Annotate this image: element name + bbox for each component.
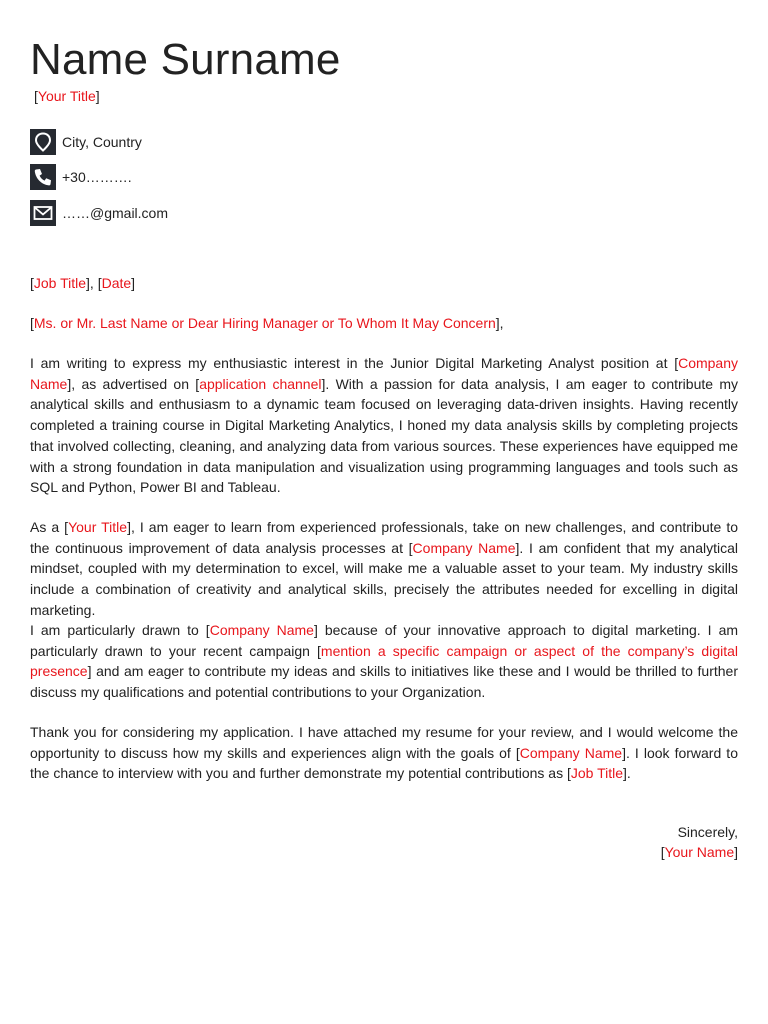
campaign-placeholder: mention a specific campaign or aspect of the company’s digital presence xyxy=(30,642,739,680)
closing-sincerely: Sincerely, xyxy=(677,824,738,840)
paragraph-2: As a [Your Title], I am eager to learn from experienced professionals, take on new challenges, and contribute to the continuous improvement of data analysis processes at [Company Name]. I am confident that my analytical mindset, coupled with my determination to excel, will make me a valuable asset to your team. My industry skills include a combination of creativity and analytical skills, precisely the attributes needed for excelling in digital marketing. xyxy=(30,519,739,618)
closing-signature: [Your Name] xyxy=(660,844,738,860)
salutation: [Ms. or Mr. Last Name or Dear Hiring Manager or To Whom It May Concern], xyxy=(30,315,504,331)
job-title-date-line: [Job Title], [Date] xyxy=(30,275,136,291)
contact-location xyxy=(30,129,142,155)
paragraph-4: Thank you for considering my application. I have attached my resume for your review, and I would welcome the opportunity to discuss how my skills and experiences align with the goals of [Company Name]. I look forward to the chance to interview with you and further demonstrate my potential contributions as [Job Title]. xyxy=(30,724,738,782)
contact-email xyxy=(30,200,168,226)
date-placeholder: Date xyxy=(101,275,132,291)
paragraph-1: I am writing to express my enthusiastic interest in the Junior Digital Marketing Analyst position at [Company Name], as advertised on [application channel]. With a passion for data analysis, I am eager to contribute my analytical skills and enthusiasm to a dynamic team focused on leveraging data-driven insights. Having recently completed a training course in Digital Marketing Analytics, I honed my data analysis skills by completing projects that involved collecting, cleaning, and analyzing data from various sources. These experiences have equipped me with a strong foundation in data manipulation and visualization using programming languages and tools such as SQL and Python, Power BI and Tableau. xyxy=(30,355,739,496)
paragraph-3: I am particularly drawn to [Company Name] because of your innovative approach to digital marketing. I am particularly drawn to your recent campaign [mention a specific campaign or aspect of the company’s digital presence] and am eager to contribute my ideas and skills to initiatives like these and I would be thrilled to further discuss my qualifications and potential contributions to your Organization. xyxy=(30,622,739,701)
your-name-placeholder: Your Name xyxy=(664,844,735,860)
job-title-placeholder-inline: Job Title xyxy=(570,765,623,782)
location-text: City, Country xyxy=(62,134,142,150)
company-name-placeholder: Company Name xyxy=(30,355,738,392)
your-title-placeholder: Your Title xyxy=(37,88,96,104)
location-pin-icon xyxy=(30,129,56,155)
applicant-name: Name Surname xyxy=(30,35,341,84)
company-name-placeholder: Company Name xyxy=(519,744,623,761)
job-title-placeholder: Job Title xyxy=(33,275,87,291)
contact-phone xyxy=(30,164,132,190)
phone-icon xyxy=(30,164,56,190)
phone-text: +30………. xyxy=(62,169,132,185)
title-placeholder-line: [Your Title] xyxy=(34,88,100,104)
application-channel-placeholder: application channel xyxy=(199,375,322,392)
envelope-icon xyxy=(30,200,56,226)
company-name-placeholder: Company Name xyxy=(412,539,516,556)
your-title-placeholder-inline: Your Title xyxy=(68,519,128,535)
email-text: ……@gmail.com xyxy=(62,205,169,221)
company-name-placeholder: Company Name xyxy=(209,622,314,638)
salutation-placeholder: Ms. or Mr. Last Name or Dear Hiring Manager or To Whom It May Concern xyxy=(33,315,496,331)
